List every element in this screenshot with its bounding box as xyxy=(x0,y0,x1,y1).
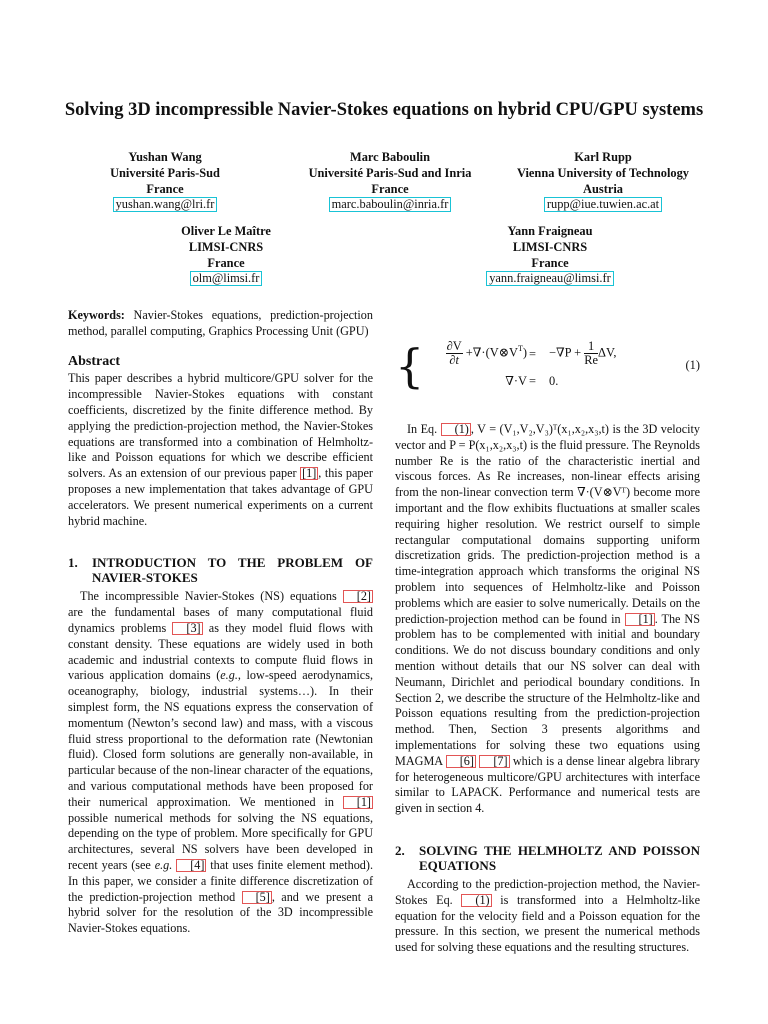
right-column xyxy=(395,336,700,956)
author-country: France xyxy=(207,255,245,270)
section-2-paragraph: According to the prediction-projection method, the Navier-Stokes Eq. (1) is transformed into a Helmholtz-like equation for the velocity field and a Poisson equation for the pressure. In this section, we present the numerical methods used for solving these equations and the resulting structures. xyxy=(395,876,700,955)
author-email-link[interactable]: olm@limsi.fr xyxy=(190,271,263,286)
author-email-link[interactable]: yushan.wang@lri.fr xyxy=(113,197,218,212)
author-affiliation: LIMSI-CNRS xyxy=(512,239,588,254)
keywords-label: Keywords: xyxy=(68,308,125,322)
citation-link[interactable]: [7] xyxy=(479,755,509,768)
equation-row-1: $\frac{\partial V}{\partial t}$ $+\nabla\cdot(V\otimes V^T)$ = −∇P + $\frac{1}{Re}$ ΔV, xyxy=(446,339,617,367)
citation-link[interactable]: [1] xyxy=(625,613,655,626)
equation-number: (1) xyxy=(685,358,700,372)
equation-1 xyxy=(395,340,700,402)
author-country: France xyxy=(531,255,569,270)
section-number: 2. xyxy=(395,842,405,858)
author-affiliation: Université Paris-Sud and Inria xyxy=(308,165,472,180)
left-column xyxy=(68,308,373,937)
author-affiliation: LIMSI-CNRS xyxy=(188,239,264,254)
citation-link[interactable]: [4] xyxy=(176,859,206,872)
citation-link[interactable]: [5] xyxy=(242,891,272,904)
equation-discussion-paragraph: In Eq. (1) , V = (V₁,V₂,V₃)ᵀ(x₁,x₂,x₃,t) is the 3D velocity vector and P = P(x₁,x₂,x₃,t) is the fluid pressure. The Reynolds number Re is the ratio of the characteristic inertial and viscous forces. As Re increases, non-linear effects arising from the non-linear convection term ∇·(V⊗Vᵀ) become more important and the flow exhibits fluctuations at smaller scales requiring higher resolution. We restrict ourself to simple rectangular computational domains supporting uniform discretization grids. The prediction-projection method is a time-integration approach which transforms the original NS problem into sequences of Helmholtz-like and Poisson problems which are easier to solve numerically. Details on the prediction-projection method can be found in [1] . The NS problem has to be complemented with initial and boundary conditions. We do not discuss boundary conditions and only mention without details that our NS solver can deal with Neumann, Dirichlet and periodical boundary conditions. In Section 2, we describe the structure of the Helmholtz-like and Poisson equations resulting from the prediction-projection method. Then, Section 3 presents algorithms and implementations for solving these two equations using MAGMA [6] [7] which is a dense linear algebra library for heterogeneous multicore/GPU architectures with interface similar to LAPACK. Performance and numerical tests are given in section 4. xyxy=(395,422,701,816)
author-affiliation: Université Paris-Sud xyxy=(110,165,220,180)
section-title: SOLVING THE HELMHOLTZ AND POISSON EQUATIONS xyxy=(419,842,700,873)
keywords-text: Navier-Stokes equations, prediction-projection method, parallel computing, Graphics Processing Unit (GPU) xyxy=(68,308,373,338)
author-name: Yann Fraigneau xyxy=(507,224,593,238)
equation-row-2: ∇·V = 0. xyxy=(505,374,559,388)
author-name: Yushan Wang xyxy=(128,150,202,164)
author-country: France xyxy=(146,181,184,196)
section-2-heading xyxy=(395,843,700,873)
keywords xyxy=(68,308,373,340)
author-block-1 xyxy=(92,150,238,213)
author-block-3 xyxy=(508,150,698,213)
citation-link[interactable]: [1] xyxy=(343,796,373,809)
citation-link[interactable]: [1] xyxy=(302,466,317,481)
citation-link[interactable]: [2] xyxy=(343,590,373,603)
author-email-link[interactable]: marc.baboulin@inria.fr xyxy=(329,197,452,212)
author-country: France xyxy=(371,181,409,196)
equation-link[interactable]: (1) xyxy=(461,894,491,907)
abstract-heading: Abstract xyxy=(68,353,121,369)
author-affiliation: Vienna University of Technology xyxy=(517,165,689,180)
author-email-link[interactable]: rupp@iue.tuwien.ac.at xyxy=(544,197,662,212)
author-block-5 xyxy=(468,224,632,287)
author-country: Austria xyxy=(583,181,623,196)
author-block-4 xyxy=(160,224,292,287)
author-block-2 xyxy=(290,150,490,213)
citation-link[interactable]: [6] xyxy=(446,755,476,768)
section-1-paragraph: The incompressible Navier-Stokes (NS) equations [2] are the fundamental bases of many computational fluid dynamics problems [3] as they model fluid flows with constant density. These equations are widely used in both academic and industrial contexts to compute fluid flows in various application domains (e.g., low-speed aerodynamics, oceanography, biology, industrial systems…). In their simplest form, the NS equations express the conservation of momentum (Newton’s second law) and mass, with a viscous fluid stress proportional to the deformation rate (Newtonian fluid). Closed form solutions are generally non-available, in particular because of the non-linear character of the equations, and various computational methods have been proposed for their numerical approximation. We mentioned in [1] possible numerical methods for solving the NS equations, depending on the type of problem. More specifically for GPU architectures, several NS solvers have been developed in recent years (see e.g. [4] that uses finite element method). In this paper, we consider a finite difference discretization of the prediction-projection method [5] , and we present a hybrid solver for the resolution of the 3D incompressible Navier-Stokes equations. xyxy=(68,589,373,936)
abstract-paragraph: This paper describes a hybrid multicore/GPU solver for the incompressible Navier-Stokes equations with constant coefficients, discretized by the finite difference method. By applying the prediction-projection method, the Navier-Stokes equations are transformed into a combination of Helmholtz-like and Poisson equations for which we describe efficient solvers. As an extension of our previous paper [1] , this paper proposes a new implementation that takes advantage of GPU accelerators. We present numerical experiments on a current hybrid machine. xyxy=(68,371,373,528)
equation-link[interactable]: (1) xyxy=(441,423,471,436)
author-email-link[interactable]: yann.fraigneau@limsi.fr xyxy=(486,271,614,286)
author-name: Karl Rupp xyxy=(574,150,632,164)
section-1-heading xyxy=(68,555,373,585)
author-name: Oliver Le Maître xyxy=(181,224,271,238)
equation-brace: { xyxy=(395,339,425,393)
author-name: Marc Baboulin xyxy=(350,150,430,164)
section-number: 1. xyxy=(68,555,78,571)
citation-link[interactable]: [3] xyxy=(172,622,202,635)
section-title: INTRODUCTION TO THE PROBLEM OF NAVIER-STOKES xyxy=(92,555,373,586)
paper-title: Solving 3D incompressible Navier-Stokes equations on hybrid CPU/GPU systems xyxy=(64,100,704,120)
